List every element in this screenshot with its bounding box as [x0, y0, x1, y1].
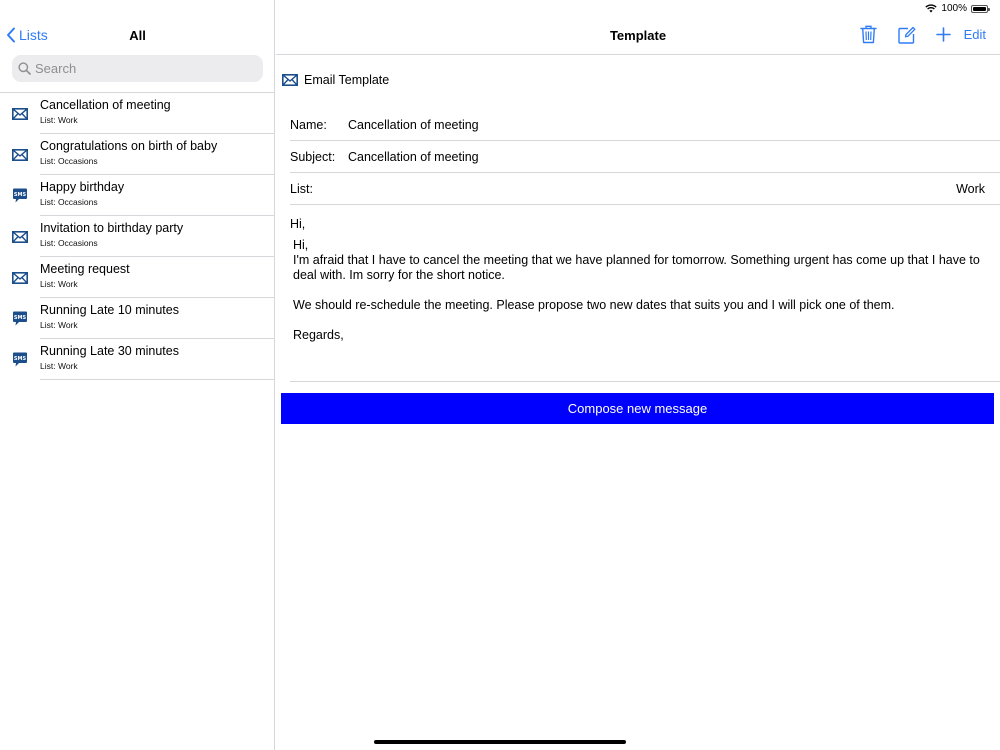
add-button[interactable]	[936, 27, 951, 42]
list-item-title: Invitation to birthday party	[40, 221, 184, 235]
list-item-subtitle: List: Work	[40, 279, 78, 289]
sms-icon	[12, 311, 28, 327]
toolbar	[860, 25, 986, 44]
name-label: Name:	[290, 118, 327, 132]
list-item-title: Happy birthday	[40, 180, 125, 194]
svg-text:SMS: SMS	[13, 314, 27, 321]
body-divider	[290, 381, 1000, 382]
body-paragraph: I'm afraid that I have to cancel the meeting that we have planned for tomorrow. Something urgent has come up that I have to deal with. Im sorry for the short notice.	[293, 253, 980, 282]
list-item-title: Cancellation of meeting	[40, 98, 171, 112]
template-type-label: Email Template	[304, 73, 390, 87]
list-item-subtitle: List: Occasions	[40, 156, 98, 166]
list-item-subtitle: List: Occasions	[40, 238, 98, 248]
list-item[interactable]	[0, 298, 275, 339]
list-item-title: Meeting request	[40, 262, 130, 276]
envelope-icon	[12, 231, 28, 243]
list-item[interactable]	[0, 339, 275, 380]
edit-button[interactable]: Edit	[963, 27, 986, 42]
list-item-subtitle: List: Work	[40, 361, 78, 371]
search-icon	[18, 62, 31, 75]
plus-icon	[936, 27, 951, 42]
list-item-title: Congratulations on birth of baby	[40, 139, 218, 153]
list-field[interactable]	[290, 173, 1000, 205]
list-item-subtitle: List: Work	[40, 320, 78, 330]
compose-new-message-button[interactable]: Compose new message	[281, 393, 994, 424]
list-item-subtitle: List: Work	[40, 115, 78, 125]
compose-button[interactable]	[898, 26, 916, 44]
body-paragraph: We should re-schedule the meeting. Please propose two new dates that suits you and I will pick one of them.	[293, 298, 895, 312]
envelope-icon	[282, 74, 298, 86]
subject-label: Subject:	[290, 150, 336, 164]
subject-value: Cancellation of meeting	[348, 150, 479, 164]
compose-icon	[898, 26, 916, 44]
list-item-subtitle: List: Occasions	[40, 197, 98, 207]
svg-text:SMS: SMS	[13, 355, 27, 362]
subject-field[interactable]	[290, 141, 1000, 173]
envelope-icon	[12, 272, 28, 284]
list-item[interactable]	[0, 216, 275, 257]
sms-icon	[12, 188, 28, 204]
list-item[interactable]	[0, 175, 275, 216]
delete-button[interactable]	[860, 25, 877, 44]
body-line: Hi,	[293, 238, 309, 252]
envelope-icon	[12, 108, 28, 120]
list-item[interactable]	[0, 134, 275, 175]
detail-pane	[276, 0, 1000, 750]
body-closing: Regards,	[293, 328, 344, 342]
sidebar-title: All	[129, 28, 146, 43]
trash-icon	[860, 25, 877, 44]
search-input[interactable]	[35, 61, 245, 76]
name-field[interactable]	[290, 109, 1000, 141]
page-title: Template	[609, 28, 667, 43]
list-item-title: Running Late 10 minutes	[40, 303, 179, 317]
list-label: List:	[290, 182, 313, 196]
envelope-icon	[12, 149, 28, 161]
svg-text:SMS: SMS	[13, 191, 27, 198]
list-value: Work	[956, 182, 985, 196]
list-item[interactable]	[0, 257, 275, 298]
body-preview-greeting: Hi,	[290, 217, 306, 231]
template-type	[282, 73, 389, 87]
name-value: Cancellation of meeting	[348, 118, 479, 132]
back-label: Lists	[19, 27, 48, 43]
list-item[interactable]	[0, 93, 275, 134]
search-bar[interactable]	[12, 55, 263, 82]
home-indicator[interactable]	[374, 740, 626, 744]
header-divider	[276, 54, 1000, 55]
message-body[interactable]	[293, 238, 983, 358]
sms-icon	[12, 352, 28, 368]
battery-percent: 100%	[941, 3, 967, 14]
list-item-title: Running Late 30 minutes	[40, 344, 179, 358]
sidebar	[0, 0, 275, 750]
template-list	[0, 93, 275, 380]
